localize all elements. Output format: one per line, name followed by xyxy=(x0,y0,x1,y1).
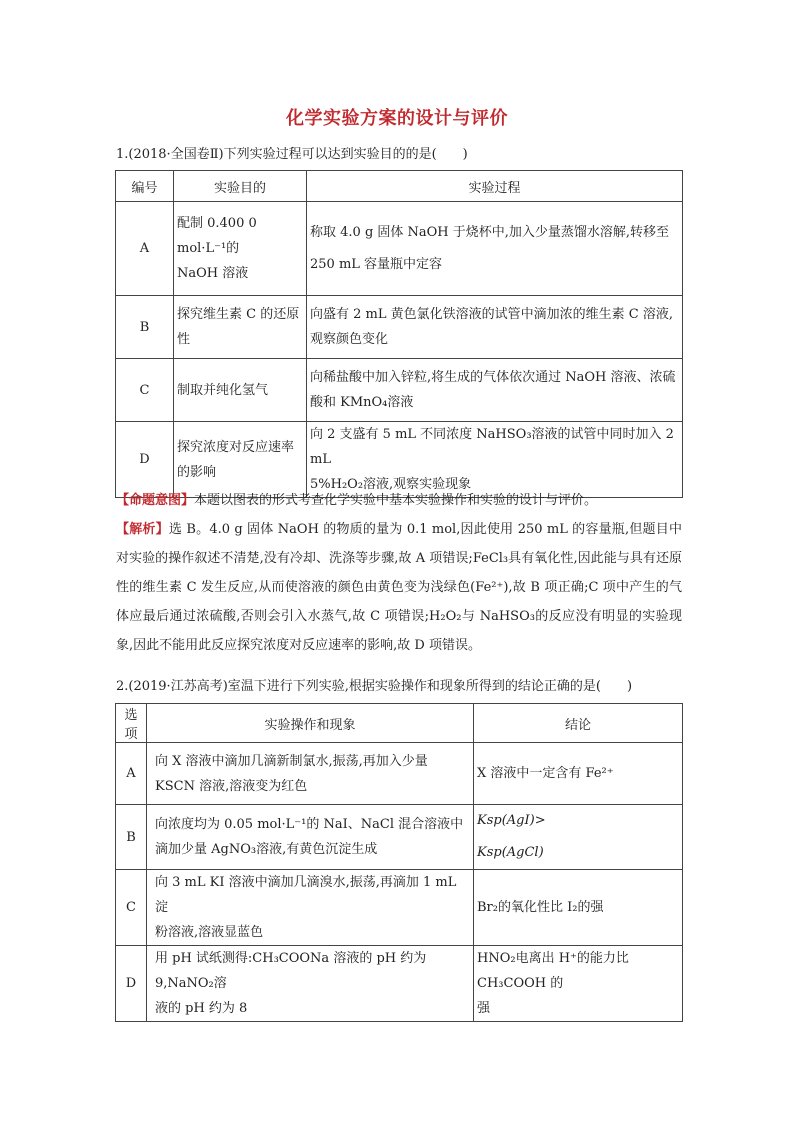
question-1-table xyxy=(115,170,683,498)
row-id: C xyxy=(116,359,174,422)
table-header-row xyxy=(116,171,683,202)
row-conclusion xyxy=(474,946,683,1022)
row-id: A xyxy=(116,743,147,805)
row-conclusion xyxy=(474,805,683,870)
analysis-paragraph xyxy=(116,515,682,660)
row-operation xyxy=(147,805,474,870)
row-purpose xyxy=(174,202,307,296)
row-process xyxy=(307,296,683,359)
row-id: A xyxy=(116,202,174,296)
table-row xyxy=(116,296,683,359)
process-line: 5%H₂O₂溶液,观察实验现象 xyxy=(310,477,472,492)
conclusion-line: Ksp(AgI)> xyxy=(477,813,546,828)
conclusion-line: 强 xyxy=(477,1001,491,1016)
table-row xyxy=(116,202,683,296)
operation-line: 向 3 mL KI 溶液中滴加几滴溴水,振荡,再滴加 1 mL 淀 xyxy=(155,875,457,915)
row-id: B xyxy=(116,296,174,359)
conclusion-line: HNO₂电离出 H⁺的能力比 CH₃COOH 的 xyxy=(477,951,629,991)
row-id: C xyxy=(116,870,147,946)
purpose-line: 性 xyxy=(177,332,191,347)
intent-paragraph xyxy=(116,486,682,515)
row-purpose xyxy=(174,359,307,422)
intent-label: 【命题意图】 xyxy=(116,493,195,508)
purpose-line: mol·L⁻¹的 xyxy=(177,241,240,256)
purpose-line: 探究维生素 C 的还原 xyxy=(177,307,300,322)
row-conclusion xyxy=(474,870,683,946)
process-line: 向 2 支盛有 5 mL 不同浓度 NaHSO₃溶液的试管中同时加入 2 mL xyxy=(310,427,674,467)
row-id: B xyxy=(116,805,147,870)
operation-line: 液的 pH 约为 8 xyxy=(155,1001,248,1016)
purpose-line: NaOH 溶液 xyxy=(177,266,249,281)
analysis-text: 选 B。4.0 g 固体 NaOH 的物质的量为 0.1 mol,因此使用 250 mL 的容量瓶,但题目中对实验的操作叙述不清楚,没有冷却、洗涤等步骤,故 A 项错误;FeCl₃具有氧化性,因此能与具有还原性的维生素 C 发生反应,从而使溶液的颜色由黄色变为浅绿色(Fe²⁺),故 B 项正确;C 项中产生的气体应最后通过浓硫酸,否则会引入水蒸气,故 C 项错误;H₂O₂与 NaHSO₃的反应没有明显的实验现象,因此不能用此反应探究浓度对反应速率的影响,故 D 项错误。 xyxy=(116,522,682,653)
header-process: 实验过程 xyxy=(307,171,683,202)
operation-line: 用 pH 试纸测得:CH₃COONa 溶液的 pH 约为 9,NaNO₂溶 xyxy=(155,951,427,991)
analysis-label: 【解析】 xyxy=(116,522,169,537)
header-conclusion: 结论 xyxy=(474,704,683,743)
purpose-line: 制取并纯化氢气 xyxy=(177,382,269,398)
conclusion-line: Ksp(AgCl) xyxy=(477,845,544,860)
table-row xyxy=(116,870,683,946)
header-id: 编号 xyxy=(116,171,174,202)
row-conclusion xyxy=(474,743,683,805)
question-2-table xyxy=(115,703,683,1022)
operation-line: 滴加少量 AgNO₃溶液,有黄色沉淀生成 xyxy=(155,842,378,857)
header-operation: 实验操作和现象 xyxy=(147,704,474,743)
question-2-stem: 2.(2019·江苏高考)室温下进行下列实验,根据实验操作和现象所得到的结论正确的是( ) xyxy=(116,679,633,694)
row-id: D xyxy=(116,422,174,498)
page-title: 化学实验方案的设计与评价 xyxy=(286,108,508,129)
header-id: 选项 xyxy=(116,704,147,743)
process-line: 称取 4.0 g 固体 NaOH 于烧杯中,加入少量蒸馏水溶解,转移至 xyxy=(310,224,670,240)
conclusion-line: Br₂的氧化性比 I₂的强 xyxy=(477,900,604,915)
row-id: D xyxy=(116,946,147,1022)
table-header-row xyxy=(116,704,683,743)
process-line: 250 mL 容量瓶中定容 xyxy=(310,256,443,272)
row-operation xyxy=(147,743,474,805)
question-1-stem: 1.(2018·全国卷Ⅱ)下列实验过程可以达到实验目的的是( ) xyxy=(116,147,468,162)
purpose-line: 的影响 xyxy=(177,464,217,480)
row-operation xyxy=(147,870,474,946)
purpose-line: 配制 0.400 0 xyxy=(177,216,257,231)
row-operation xyxy=(147,946,474,1022)
conclusion-line: X 溶液中一定含有 Fe²⁺ xyxy=(477,766,614,781)
operation-line: 粉溶液,溶液显蓝色 xyxy=(155,925,264,940)
table-row xyxy=(116,805,683,870)
header-purpose: 实验目的 xyxy=(174,171,307,202)
row-process xyxy=(307,359,683,422)
process-line: 酸和 KMnO₄溶液 xyxy=(310,395,414,410)
process-line: 向稀盐酸中加入锌粒,将生成的气体依次通过 NaOH 溶液、浓硫 xyxy=(310,370,676,385)
table-row xyxy=(116,946,683,1022)
table-row xyxy=(116,359,683,422)
operation-line: 向 X 溶液中滴加几滴新制氯水,振荡,再加入少量 xyxy=(155,753,428,769)
table-row xyxy=(116,743,683,805)
purpose-line: 探究浓度对反应速率 xyxy=(177,439,295,455)
process-line: 向盛有 2 mL 黄色氯化铁溶液的试管中滴加浓的维生素 C 溶液, xyxy=(310,307,673,322)
row-process xyxy=(307,202,683,296)
process-line: 观察颜色变化 xyxy=(310,332,389,347)
operation-line: KSCN 溶液,溶液变为红色 xyxy=(155,778,308,794)
operation-line: 向浓度均为 0.05 mol·L⁻¹的 NaI、NaCl 混合溶液中 xyxy=(155,817,464,832)
intent-text: 本题以图表的形式考查化学实验中基本实验操作和实验的设计与评价。 xyxy=(194,493,598,508)
question-1-explanation xyxy=(116,486,682,660)
row-purpose xyxy=(174,296,307,359)
